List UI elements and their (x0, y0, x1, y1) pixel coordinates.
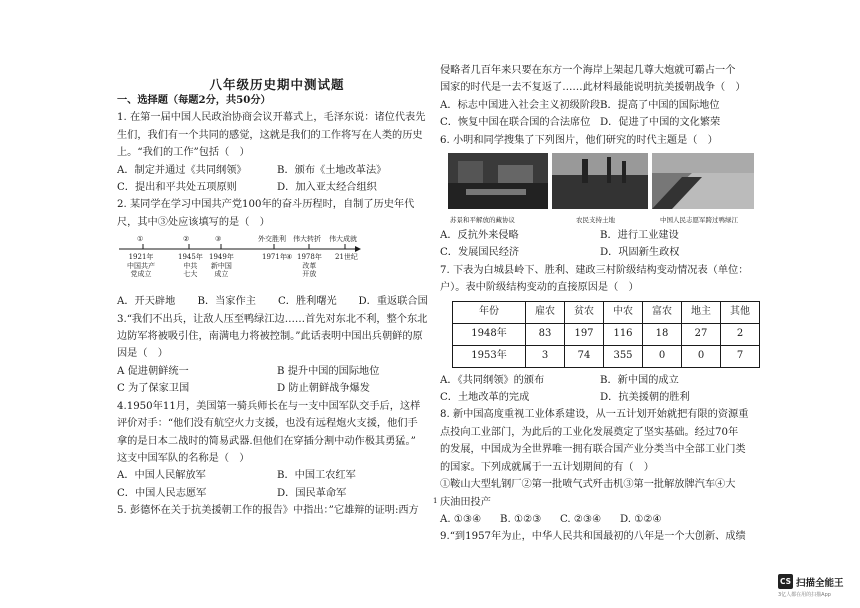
option-d: D．抗美援朝的胜利 (600, 392, 690, 404)
scanner-watermark (778, 574, 846, 600)
option-c: C．提出和平共处五项原则 (117, 182, 237, 194)
question-4 (117, 398, 439, 502)
question-2 (117, 196, 439, 310)
question-8 (440, 406, 762, 528)
exam-title: 八年级历史期中测试题 (209, 77, 345, 92)
question-line: 4.1950年11月，美国第一骑兵师长在与一支中国军队交手后，这样 (117, 400, 421, 412)
question-1 (117, 109, 439, 196)
timeline-top-label: 伟大成就 (329, 235, 357, 244)
question-line: 评价对手：“他们没有航空火力支援，也没有远程炮火支援，他们手 (117, 418, 418, 430)
option-a: A．制定并通过《共同纲领》 (117, 164, 247, 176)
table-row (453, 345, 760, 367)
option-a: A 促进朝鲜统一 (117, 365, 189, 377)
table-header: 雇农 (526, 301, 565, 323)
option-c: C．胜利曙光 (278, 296, 337, 308)
option-b: B．颁布《土地改革法》 (277, 164, 387, 176)
table-cell: 355 (604, 345, 643, 367)
photo-caption: 苏景和平解放的藏协议 (450, 216, 515, 225)
question-5-cont (440, 62, 762, 132)
history-timeline (117, 235, 439, 291)
question-line: 户）。表中阶级结构变动的直接原因是（ ） (440, 282, 639, 294)
table-header: 地主 (682, 301, 721, 323)
option-b: B．提高了中国的国际地位 (600, 99, 720, 111)
option-b: B．当家作主 (197, 296, 256, 308)
question-5-start (117, 502, 439, 519)
option-d: D. ①②④ (620, 513, 662, 525)
class-structure-table (452, 301, 760, 368)
question-line: 拿的是日本二战时的简易武器.但他们在穿插分割中动作极其勇猛。” (117, 435, 416, 447)
table-row (453, 323, 760, 345)
option-b: B．进行工业建设 (600, 230, 679, 242)
timeline-bottom-label: 21世纪 (335, 253, 358, 262)
question-line: 生们，我们有一个共同的感觉，这就是我们的工作将写在人类的历史 (117, 129, 423, 141)
watermark-subtitle: 3亿人都在用的扫描App (778, 592, 831, 598)
option-d: D 防止朝鲜战争爆发 (277, 383, 370, 395)
right-column (440, 62, 762, 546)
question-line: 9.“到1957年为止，中华人民共和国最初的八年是一个大创新、成绩 (440, 531, 746, 543)
question-line: 8. 新中国高度重视工业体系建设，从一五计划开始就把有限的资源重 (440, 409, 749, 421)
table-header: 年份 (453, 301, 526, 323)
question-3 (117, 311, 439, 398)
option-b: B．新中国的成立 (600, 374, 679, 386)
question-line: 2. 某同学在学习中国共产党100年的奋斗历程时，自制了历史年代 (117, 199, 415, 211)
left-column (117, 62, 439, 520)
option-b: B. ①②③ (500, 513, 542, 525)
camscanner-logo-icon: CS (778, 574, 793, 589)
question-line: 庆油田投产 (440, 496, 491, 508)
table-cell: 116 (604, 323, 643, 345)
table-header: 中农 (604, 301, 643, 323)
question-line: 的国家。下列成就属于一五计划期间的有（ ） (440, 461, 654, 473)
timeline-top-label: ③ (215, 235, 222, 244)
timeline-bottom-label: 1978年 改革 开放 (297, 253, 322, 279)
timeline-bottom-label: 1949年 新中国 成立 (209, 253, 234, 279)
option-a: A．标志中国进入社会主义初级阶段 (440, 99, 600, 111)
timeline-mid-label: ④ (286, 253, 293, 262)
timeline-top-label: 伟大转折 (293, 235, 321, 244)
option-c: C．中国人民志愿军 (117, 487, 207, 499)
timeline-top-label: ① (137, 235, 144, 244)
question-7 (440, 262, 762, 407)
question-line: 因是（ ） (117, 348, 168, 360)
question-line: 尺，其中③处应该填写的是（ ） (117, 216, 270, 228)
option-b: B 提升中国的国际地位 (277, 365, 380, 377)
table-cell: 3 (526, 345, 565, 367)
table-cell: 0 (643, 345, 682, 367)
question-line: 侵略者几百年来只要在东方一个海岸上架起几尊大炮就可霸占一个 (440, 65, 736, 76)
option-d: D．加入亚太经合组织 (277, 182, 377, 194)
question-line: 3.“我们不出兵，让敌人压至鸭绿江边……首先对东北不利，整个东北 (117, 313, 428, 325)
question-line: 7. 下表为白城县岭下、胜利、建政三村阶级结构变动情况表（单位： (440, 264, 749, 276)
photo-caption: 农民支持土地 (576, 216, 615, 225)
timeline-top-label: ② (183, 235, 190, 244)
question-line: 边防军将被吸引住，南满电力将被控制。”此话表明中国出兵朝鲜的原 (117, 331, 423, 343)
table-header: 贫农 (565, 301, 604, 323)
option-a: A．中国人民解放军 (117, 470, 206, 482)
photo-strip (440, 151, 762, 227)
option-d: D．国民革命军 (277, 487, 347, 499)
question-line: ①鞍山大型轧钢厂②第一批喷气式歼击机③第一批解放牌汽车④大 (440, 479, 736, 491)
question-line: 6. 小明和同学搜集了下列图片，他们研究的时代主题是（ ） (440, 134, 718, 146)
option-c: C．土地改革的完成 (440, 392, 530, 404)
option-d: D．促进了中国的文化繁荣 (600, 117, 721, 129)
question-line: 国家的时代是一去不复返了……此材料最能说明抗美援朝战争（ ） (440, 82, 746, 94)
option-c: C．恢复中国在联合国的合法席位 (440, 117, 591, 129)
question-line: 上。“我们的工作”包括（ ） (117, 147, 250, 159)
question-line: 点投向工业部门，为此后的工业化发展奠定了坚实基础。经过70年 (440, 426, 739, 438)
section-heading: 一、选择题（每题2分，共50分） (117, 94, 271, 106)
option-c: C 为了保家卫国 (117, 383, 190, 395)
timeline-bottom-label: 1921年 中国共产 党成立 (127, 253, 155, 279)
photo-caption: 中国人民志愿军跨过鸭绿江 (660, 216, 738, 225)
table-header-row (453, 301, 760, 323)
table-cell: 18 (643, 323, 682, 345)
question-line: 5. 彭德怀在关于抗美援朝工作的报告》中指出：”它雄辩的证明:西方 (117, 505, 419, 517)
tibet-photo (448, 153, 548, 209)
option-d: D．重返联合国 (358, 296, 428, 308)
option-d: D．巩固新生政权 (600, 247, 680, 259)
volunteer-army-photo (652, 153, 754, 209)
table-header: 富农 (643, 301, 682, 323)
question-line: 1. 在第一届中国人民政治协商会议开幕式上，毛泽东说：诸位代表先 (117, 112, 426, 124)
timeline-bottom-label: 1971年 (262, 253, 287, 262)
table-cell: 1953年 (453, 345, 526, 367)
option-b: B．中国工农红军 (277, 470, 356, 482)
table-cell: 83 (526, 323, 565, 345)
option-a: A．《共同纲领》的颁布 (440, 374, 545, 386)
table-cell: 27 (682, 323, 721, 345)
option-a: A. ①③④ (440, 513, 482, 525)
question-line: 这支中国军队的名称是（ ） (117, 452, 250, 464)
timeline-top-label: 外交胜利 (258, 235, 286, 244)
land-reform-photo (552, 153, 648, 209)
page-number: 1 (433, 497, 438, 505)
question-6 (440, 132, 762, 262)
option-c: C. ②③④ (560, 513, 602, 525)
table-cell: 0 (682, 345, 721, 367)
table-header: 其他 (721, 301, 760, 323)
option-a: A．开天辟地 (117, 296, 176, 308)
table-cell: 7 (721, 345, 760, 367)
table-cell: 74 (565, 345, 604, 367)
table-cell: 197 (565, 323, 604, 345)
table-cell: 1948年 (453, 323, 526, 345)
option-c: C．发展国民经济 (440, 247, 520, 259)
table-cell: 2 (721, 323, 760, 345)
timeline-bottom-label: 1945年 中共 七大 (178, 253, 203, 279)
question-9 (440, 528, 762, 545)
question-line: 的发展，中国成为全世界唯一拥有联合国产业分类当中全部工业门类 (440, 444, 746, 456)
watermark-name: 扫描全能王 (796, 578, 844, 589)
option-a: A．反抗外来侵略 (440, 230, 519, 242)
